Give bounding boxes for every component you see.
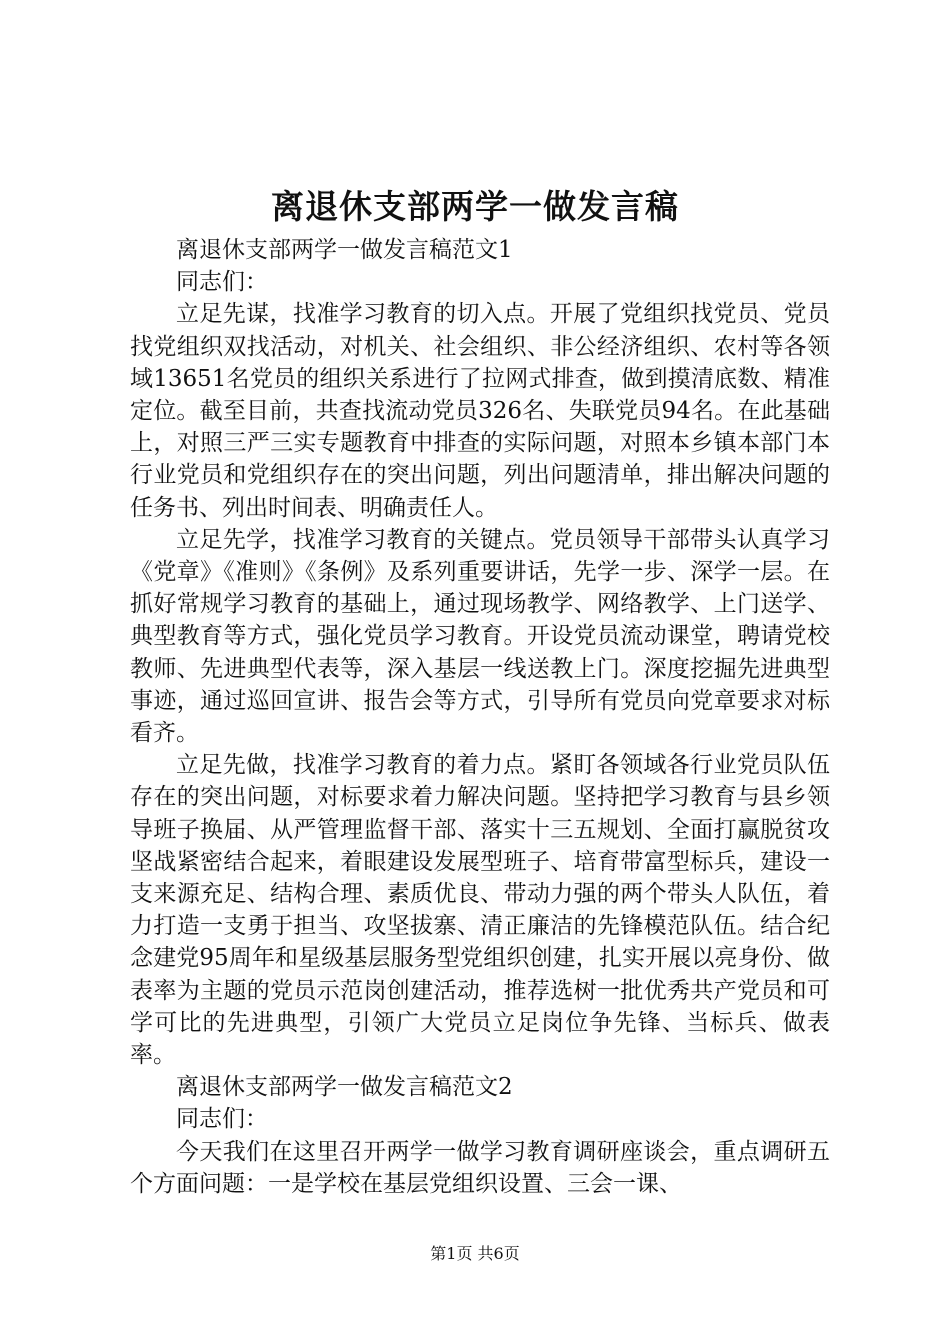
salutation-1: 同志们： — [176, 269, 268, 296]
document-body — [130, 234, 830, 1200]
section-heading-2: 离退休支部两学一做发言稿范文2 — [176, 1074, 513, 1101]
paragraph-study: 立足先学，找准学习教育的关键点。党员领导干部带头认真学习《党章》《准则》《条例》及系列重要讲话，先学一步、深学一层。在抓好常规学习教育的基础上，通过现场教学、网络教学、上门送学、典型教育等方式，强化党员学习教育。开设党员流动课堂，聘请党校教师、先进典型代表等，深入基层一线送教上门。深度挖掘先进典型事迹，通过巡回宣讲、报告会等方式，引导所有党员向党章要求对标看齐。 — [130, 526, 830, 747]
paragraph-seminar: 今天我们在这里召开两学一做学习教育调研座谈会，重点调研五个方面问题：一是学校在基层党组织设置、三会一课、 — [130, 1138, 830, 1197]
paragraph-action: 立足先做，找准学习教育的着力点。紧盯各领域各行业党员队伍存在的突出问题，对标要求着力解决问题。坚持把学习教育与县乡领导班子换届、从严管理监督干部、落实十三五规划、全面打赢脱贫攻坚战紧密结合起来，着眼建设发展型班子、培育带富型标兵，建设一支来源充足、结构合理、素质优良、带动力强的两个带头人队伍，着力打造一支勇于担当、攻坚拔寨、清正廉洁的先锋模范队伍。结合纪念建党95周年和星级基层服务型党组织创建，扎实开展以亮身份、做表率为主题的党员示范岗创建活动，推荐选树一批优秀共产党员和可学可比的先进典型，引领广大党员立足岗位争先锋、当标兵、做表率。 — [130, 752, 830, 1069]
salutation-2: 同志们： — [176, 1106, 268, 1133]
page-number: 第1页 共6页 — [430, 1244, 520, 1263]
section-heading-1: 离退休支部两学一做发言稿范文1 — [176, 237, 513, 263]
document-title: 离退休支部两学一做发言稿 — [271, 187, 679, 226]
paragraph-plan: 立足先谋，找准学习教育的切入点。开展了党组织找党员、党员找党组织双找活动，对机关、社会组织、非公经济组织、农村等各领域13651名党员的组织关系进行了拉网式排查，做到摸清底数、精准定位。截至目前，共查找流动党员326名、失联党员94名。在此基础上，对照三严三实专题教育中排查的实际问题，对照本乡镇本部门本行业党员和党组织存在的突出问题，列出问题清单，排出解决问题的任务书、列出时间表、明确责任人。 — [130, 301, 830, 521]
